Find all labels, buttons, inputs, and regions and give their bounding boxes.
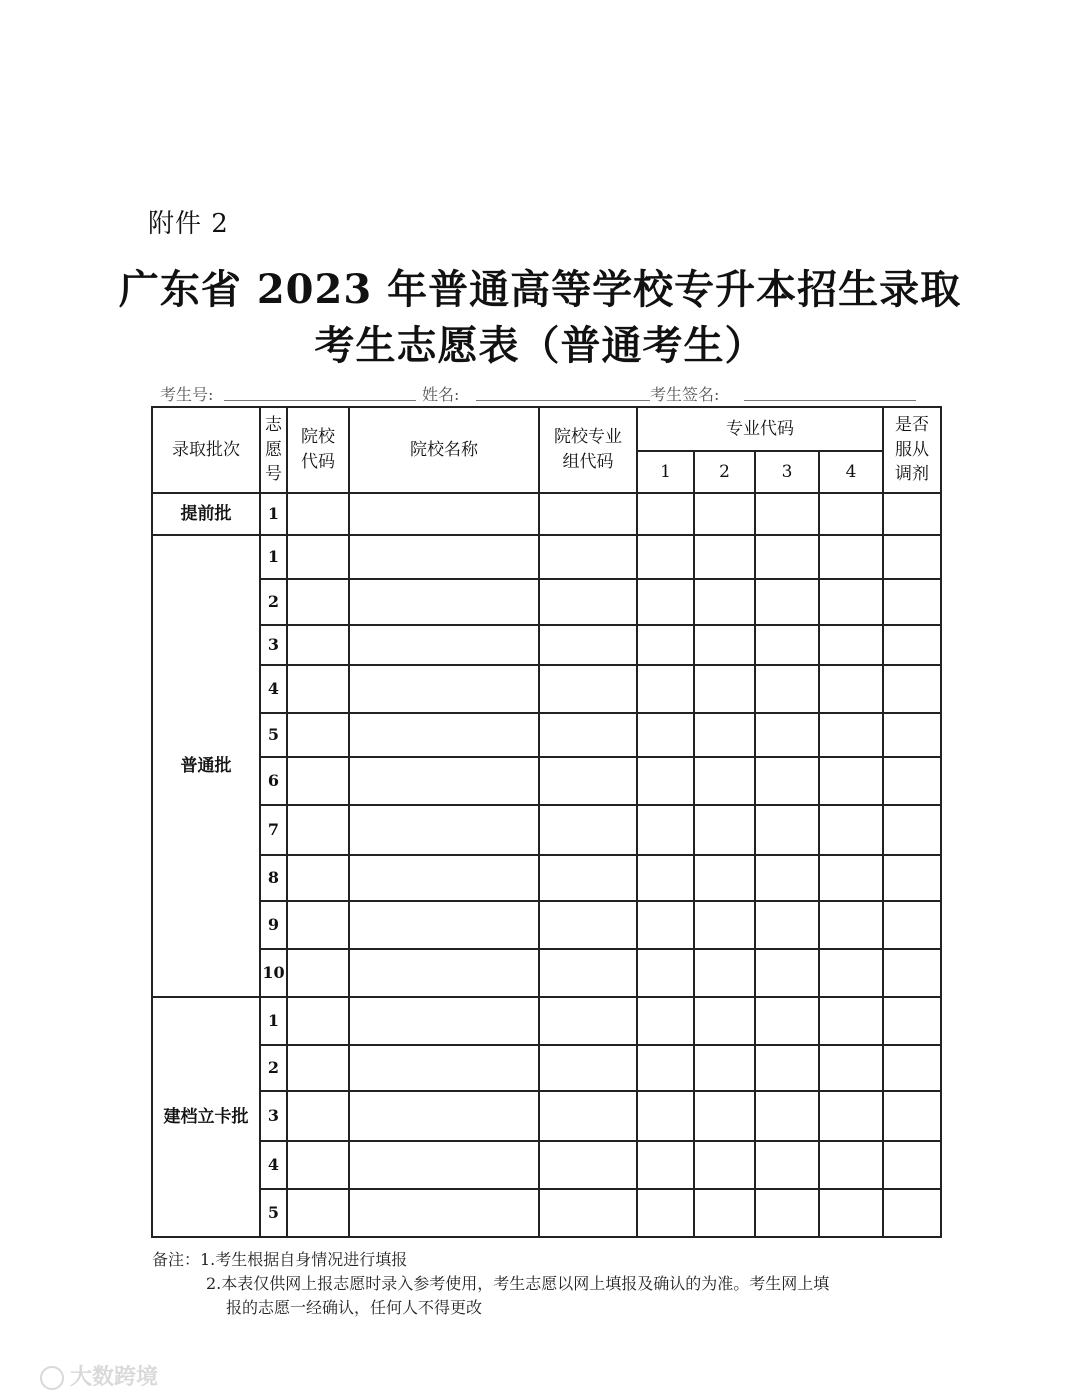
choice-number-cell: 9 [260, 901, 287, 949]
table-row [152, 493, 941, 535]
school-name-cell[interactable] [349, 997, 539, 1045]
major-code-2-cell[interactable] [694, 757, 755, 805]
table-row [152, 997, 941, 1045]
major-code-4-cell[interactable] [819, 625, 883, 665]
watermark-logo-icon [40, 1366, 64, 1390]
school-name-cell[interactable] [349, 1045, 539, 1091]
table-row [152, 1045, 941, 1091]
choice-number-cell: 2 [260, 579, 287, 625]
school-code-cell[interactable] [287, 949, 349, 997]
table-row [152, 949, 941, 997]
school-code-cell[interactable] [287, 1141, 349, 1189]
major-code-3-cell[interactable] [755, 713, 819, 757]
adjust-cell[interactable] [883, 579, 941, 625]
note-line-3: 报的志愿一经确认，任何人不得更改 [226, 1298, 483, 1317]
choice-number-cell: 6 [260, 757, 287, 805]
header-adjust: 是否服从调剂 [883, 407, 941, 493]
major-code-3-cell[interactable] [755, 1189, 819, 1237]
school-name-cell[interactable] [349, 1189, 539, 1237]
major-code-2-cell[interactable] [694, 1189, 755, 1237]
major-group-code-cell[interactable] [539, 997, 637, 1045]
school-code-cell[interactable] [287, 1045, 349, 1091]
major-code-4-cell[interactable] [819, 665, 883, 713]
adjust-cell[interactable] [883, 757, 941, 805]
application-form-table [151, 406, 942, 1238]
school-code-cell[interactable] [287, 757, 349, 805]
choice-number-cell: 4 [260, 665, 287, 713]
choice-number-cell: 5 [260, 713, 287, 757]
name-blank[interactable] [476, 400, 650, 401]
table-row [152, 855, 941, 901]
major-code-2-cell[interactable] [694, 949, 755, 997]
header-major-code: 专业代码 [637, 407, 883, 451]
adjust-cell[interactable] [883, 535, 941, 579]
major-code-3-cell[interactable] [755, 579, 819, 625]
school-name-cell[interactable] [349, 805, 539, 855]
adjust-cell[interactable] [883, 1045, 941, 1091]
watermark-text: 大数跨境 [70, 1365, 159, 1390]
major-code-1-cell[interactable] [637, 665, 694, 713]
major-code-3-cell[interactable] [755, 757, 819, 805]
table-row [152, 757, 941, 805]
exam-number-label: 考生号: [160, 385, 214, 404]
school-name-cell[interactable] [349, 579, 539, 625]
major-group-code-cell[interactable] [539, 949, 637, 997]
major-code-4-cell[interactable] [819, 997, 883, 1045]
choice-number-cell: 1 [260, 493, 287, 535]
watermark [40, 1360, 158, 1391]
major-code-3-cell[interactable] [755, 1141, 819, 1189]
major-code-3-cell[interactable] [755, 493, 819, 535]
batch-name-cell: 普通批 [152, 535, 260, 997]
major-code-1-cell[interactable] [637, 713, 694, 757]
school-name-cell[interactable] [349, 1141, 539, 1189]
school-name-cell[interactable] [349, 625, 539, 665]
table-row [152, 805, 941, 855]
candidate-info-line [160, 380, 920, 404]
school-name-cell[interactable] [349, 1091, 539, 1141]
header-major-code-3: 3 [755, 451, 819, 493]
school-code-cell[interactable] [287, 855, 349, 901]
major-code-2-cell[interactable] [694, 805, 755, 855]
major-group-code-cell[interactable] [539, 901, 637, 949]
major-code-3-cell[interactable] [755, 665, 819, 713]
school-name-cell[interactable] [349, 665, 539, 713]
major-code-2-cell[interactable] [694, 901, 755, 949]
school-name-cell[interactable] [349, 535, 539, 579]
major-code-4-cell[interactable] [819, 805, 883, 855]
school-name-cell[interactable] [349, 757, 539, 805]
major-code-3-cell[interactable] [755, 901, 819, 949]
table-row [152, 579, 941, 625]
adjust-cell[interactable] [883, 1091, 941, 1141]
major-group-code-cell[interactable] [539, 757, 637, 805]
page-title-line2: 考生志愿表（普通考生） [314, 322, 766, 369]
choice-number-cell: 7 [260, 805, 287, 855]
table-row [152, 1189, 941, 1237]
header-major-group-code: 院校专业组代码 [539, 407, 637, 493]
choice-number-cell: 2 [260, 1045, 287, 1091]
choice-number-cell: 1 [260, 997, 287, 1045]
school-code-cell[interactable] [287, 901, 349, 949]
major-code-3-cell[interactable] [755, 1045, 819, 1091]
header-major-code-4: 4 [819, 451, 883, 493]
school-code-cell[interactable] [287, 665, 349, 713]
major-code-2-cell[interactable] [694, 997, 755, 1045]
major-group-code-cell[interactable] [539, 535, 637, 579]
major-code-2-cell[interactable] [694, 579, 755, 625]
major-group-code-cell[interactable] [539, 855, 637, 901]
major-group-code-cell[interactable] [539, 1045, 637, 1091]
major-code-3-cell[interactable] [755, 997, 819, 1045]
major-code-2-cell[interactable] [694, 713, 755, 757]
major-code-4-cell[interactable] [819, 713, 883, 757]
major-code-4-cell[interactable] [819, 493, 883, 535]
major-code-1-cell[interactable] [637, 757, 694, 805]
header-major-code-2: 2 [694, 451, 755, 493]
major-code-4-cell[interactable] [819, 855, 883, 901]
major-code-1-cell[interactable] [637, 579, 694, 625]
adjust-cell[interactable] [883, 997, 941, 1045]
choice-number-cell: 10 [260, 949, 287, 997]
table-row [152, 625, 941, 665]
exam-number-blank[interactable] [224, 400, 416, 401]
major-group-code-cell[interactable] [539, 713, 637, 757]
school-name-cell[interactable] [349, 949, 539, 997]
major-code-1-cell[interactable] [637, 1141, 694, 1189]
table-row [152, 901, 941, 949]
major-code-1-cell[interactable] [637, 805, 694, 855]
adjust-cell[interactable] [883, 493, 941, 535]
major-code-2-cell[interactable] [694, 1091, 755, 1141]
school-code-cell[interactable] [287, 1091, 349, 1141]
major-code-2-cell[interactable] [694, 625, 755, 665]
header-school-code: 院校代码 [287, 407, 349, 493]
major-group-code-cell[interactable] [539, 1189, 637, 1237]
school-code-cell[interactable] [287, 535, 349, 579]
major-code-2-cell[interactable] [694, 1045, 755, 1091]
header-major-code-1: 1 [637, 451, 694, 493]
major-group-code-cell[interactable] [539, 493, 637, 535]
batch-name-cell: 提前批 [152, 493, 260, 535]
school-name-cell[interactable] [349, 713, 539, 757]
major-code-3-cell[interactable] [755, 625, 819, 665]
major-code-1-cell[interactable] [637, 1091, 694, 1141]
school-name-cell[interactable] [349, 493, 539, 535]
school-code-cell[interactable] [287, 805, 349, 855]
adjust-cell[interactable] [883, 949, 941, 997]
major-code-1-cell[interactable] [637, 901, 694, 949]
major-code-2-cell[interactable] [694, 493, 755, 535]
adjust-cell[interactable] [883, 625, 941, 665]
school-name-cell[interactable] [349, 855, 539, 901]
adjust-cell[interactable] [883, 713, 941, 757]
choice-number-cell: 8 [260, 855, 287, 901]
major-code-4-cell[interactable] [819, 901, 883, 949]
major-code-4-cell[interactable] [819, 535, 883, 579]
major-code-4-cell[interactable] [819, 949, 883, 997]
major-group-code-cell[interactable] [539, 665, 637, 713]
note-line-1: 备注：1.考生根据自身情况进行填报 [152, 1250, 408, 1269]
school-code-cell[interactable] [287, 1189, 349, 1237]
school-name-cell[interactable] [349, 901, 539, 949]
major-code-4-cell[interactable] [819, 1091, 883, 1141]
major-code-2-cell[interactable] [694, 1141, 755, 1189]
table-row [152, 713, 941, 757]
name-label: 姓名: [422, 385, 460, 404]
major-group-code-cell[interactable] [539, 805, 637, 855]
choice-number-cell: 3 [260, 1091, 287, 1141]
major-code-1-cell[interactable] [637, 855, 694, 901]
school-code-cell[interactable] [287, 997, 349, 1045]
adjust-cell[interactable] [883, 665, 941, 713]
major-code-1-cell[interactable] [637, 949, 694, 997]
major-group-code-cell[interactable] [539, 1091, 637, 1141]
major-code-4-cell[interactable] [819, 1189, 883, 1237]
choice-number-cell: 3 [260, 625, 287, 665]
adjust-cell[interactable] [883, 901, 941, 949]
adjust-cell[interactable] [883, 1141, 941, 1189]
major-code-1-cell[interactable] [637, 1189, 694, 1237]
major-code-1-cell[interactable] [637, 997, 694, 1045]
major-code-1-cell[interactable] [637, 625, 694, 665]
school-code-cell[interactable] [287, 713, 349, 757]
attachment-label: 附件 2 [148, 209, 229, 239]
major-group-code-cell[interactable] [539, 1141, 637, 1189]
major-code-4-cell[interactable] [819, 579, 883, 625]
school-code-cell[interactable] [287, 579, 349, 625]
major-code-4-cell[interactable] [819, 1141, 883, 1189]
major-code-4-cell[interactable] [819, 757, 883, 805]
school-code-cell[interactable] [287, 625, 349, 665]
table-row [152, 1141, 941, 1189]
note-line-2: 2.本表仅供网上报志愿时录入参考使用，考生志愿以网上填报及确认的为准。考生网上填 [206, 1274, 830, 1293]
major-code-1-cell[interactable] [637, 493, 694, 535]
page-title-line1: 广东省 2023 年普通高等学校专升本招生录取 [118, 266, 962, 313]
adjust-cell[interactable] [883, 855, 941, 901]
major-code-1-cell[interactable] [637, 535, 694, 579]
choice-number-cell: 5 [260, 1189, 287, 1237]
table-row [152, 665, 941, 713]
major-code-2-cell[interactable] [694, 855, 755, 901]
major-code-1-cell[interactable] [637, 1045, 694, 1091]
batch-name-cell: 建档立卡批 [152, 997, 260, 1237]
table-row [152, 1091, 941, 1141]
major-code-4-cell[interactable] [819, 1045, 883, 1091]
major-group-code-cell[interactable] [539, 579, 637, 625]
signature-label: 考生签名: [650, 385, 720, 404]
major-code-3-cell[interactable] [755, 805, 819, 855]
school-code-cell[interactable] [287, 493, 349, 535]
major-code-2-cell[interactable] [694, 665, 755, 713]
adjust-cell[interactable] [883, 1189, 941, 1237]
table-row [152, 535, 941, 579]
major-code-3-cell[interactable] [755, 1091, 819, 1141]
adjust-cell[interactable] [883, 805, 941, 855]
signature-blank[interactable] [744, 400, 916, 401]
major-code-3-cell[interactable] [755, 949, 819, 997]
header-school-name: 院校名称 [349, 407, 539, 493]
header-batch: 录取批次 [152, 407, 260, 493]
major-code-2-cell[interactable] [694, 535, 755, 579]
major-group-code-cell[interactable] [539, 625, 637, 665]
choice-number-cell: 1 [260, 535, 287, 579]
header-choice-no: 志愿号 [260, 407, 287, 493]
choice-number-cell: 4 [260, 1141, 287, 1189]
major-code-3-cell[interactable] [755, 535, 819, 579]
major-code-3-cell[interactable] [755, 855, 819, 901]
